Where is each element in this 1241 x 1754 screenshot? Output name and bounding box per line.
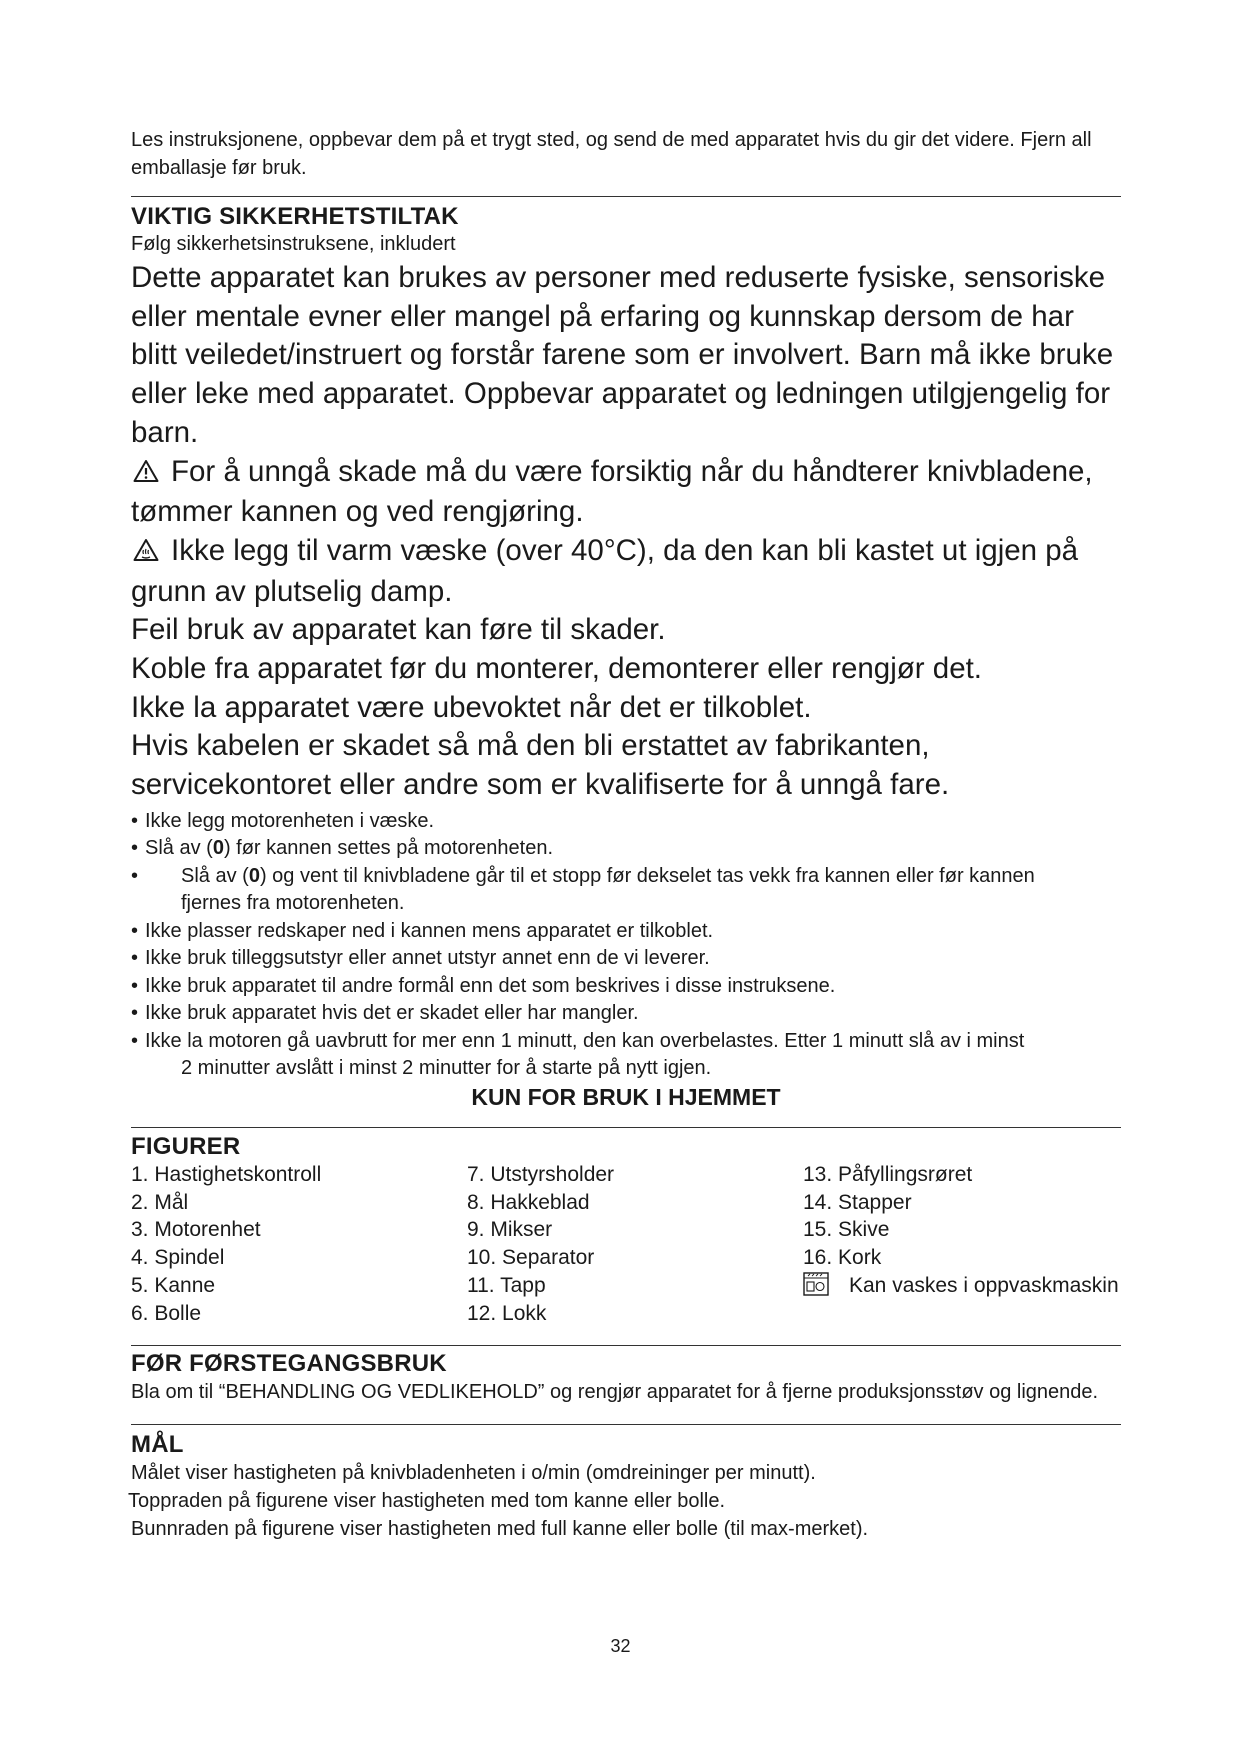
figure-item: 7. Utstyrsholder	[467, 1162, 615, 1186]
list-item: • Slå av (0) før kannen settes på motorenheten.	[131, 837, 554, 860]
list-item: • Ikke plasser redskaper ned i kannen mens apparatet er tilkoblet.	[131, 919, 714, 942]
warning-triangle-icon	[133, 455, 159, 494]
divider	[131, 1424, 1121, 1425]
safety-unattended: Ikke la apparatet være ubevoktet når det er tilkoblet.	[131, 690, 812, 724]
hot-liquid-warning-icon	[133, 534, 159, 573]
safety-cable: Hvis kabelen er skadet så må den bli erstattet av fabrikanten, servicekontoret eller andre som er kvalifiserte for å unngå fare.	[131, 729, 950, 802]
figure-item: 15. Skive	[803, 1218, 890, 1242]
first-use-text: Bla om til “BEHANDLING OG VEDLIKEHOLD” og rengjør apparatet for å fjerne produksjonsstøv og lignende.	[131, 1380, 1099, 1403]
first-use-heading: FØR FØRSTEGANGSBRUK	[131, 1349, 447, 1377]
dishwasher-icon	[803, 1272, 829, 1304]
figure-item: 8. Hakkeblad	[467, 1190, 590, 1214]
intro-text: Les instruksjonene, oppbevar dem på et trygt sted, og send de med apparatet hvis du gir det videre. Fjern all emballasje før bruk.	[131, 129, 1092, 179]
figures-column-2	[467, 1161, 614, 1328]
figure-item: 13. Påfyllingsrøret	[803, 1162, 973, 1186]
page-number: 32	[610, 1636, 631, 1656]
warning-hot-liquid	[131, 532, 1121, 611]
figure-item: 10. Separator	[467, 1246, 595, 1270]
figure-item: 16. Kork	[803, 1246, 882, 1270]
list-item: • Slå av (0) og vent til knivbladene går til et stopp før dekselet tas vekk fra kannen eller før kannen fjernes fra motorenheten.	[131, 864, 1035, 915]
safety-bullet-list	[131, 808, 1121, 1083]
figures-heading: FIGURER	[131, 1132, 241, 1160]
figure-item: 4. Spindel	[131, 1246, 225, 1270]
divider	[131, 196, 1121, 197]
safety-paragraph: Dette apparatet kan brukes av personer med reduserte fysiske, sensoriske eller mentale evner eller mangel på erfaring og kunnskap dersom de har blitt veiledet/instruert og forstår farene som er involvert. Barn må ikke bruke eller leke med apparatet. Oppbevar apparatet og ledningen utilgjengelig for barn.	[131, 261, 1114, 449]
gauge-heading: MÅL	[131, 1430, 184, 1458]
home-use-heading: KUN FOR BRUK I HJEMMET	[471, 1083, 781, 1110]
safety-subheading: Følg sikkerhetsinstruksene, inkludert	[131, 233, 456, 255]
safety-unplug: Koble fra apparatet før du monterer, demonterer eller rengjør det.	[131, 652, 983, 686]
warning-blades	[131, 453, 1121, 532]
figure-item: 14. Stapper	[803, 1190, 912, 1214]
safety-misuse: Feil bruk av apparatet kan føre til skader.	[131, 613, 666, 647]
warning-hot-liquid-text: Ikke legg til varm væske (over 40°C), da den kan bli kastet ut igjen på grunn av plutselig damp.	[131, 533, 1079, 608]
safety-heading: VIKTIG SIKKERHETSTILTAK	[131, 203, 459, 230]
list-item: • Ikke bruk apparatet til andre formål enn det som beskrives i disse instruksene.	[131, 974, 836, 997]
figure-item: 12. Lokk	[467, 1301, 547, 1325]
figure-item: 5. Kanne	[131, 1274, 216, 1298]
figures-list	[131, 1161, 1121, 1331]
gauge-line-1: Målet viser hastigheten på knivbladenheten i o/min (omdreininger per minutt).	[131, 1461, 816, 1484]
list-item: • Ikke bruk tilleggsutstyr eller annet utstyr annet enn de vi leverer.	[131, 947, 710, 970]
figure-item: 9. Mikser	[467, 1218, 553, 1242]
figure-item: 6. Bolle	[131, 1301, 202, 1325]
figure-item: 2. Mål	[131, 1190, 189, 1214]
dishwasher-note: Kan vaskes i oppvaskmaskin	[803, 1272, 1119, 1304]
gauge-line-2: Toppraden på figurene viser hastigheten med tom kanne eller bolle.	[128, 1489, 726, 1512]
list-item: • Ikke bruk apparatet hvis det er skadet eller har mangler.	[131, 1002, 639, 1025]
divider	[131, 1345, 1121, 1346]
figure-item: 11. Tapp	[467, 1274, 546, 1298]
divider	[131, 1127, 1121, 1128]
warning-blades-text: For å unngå skade må du være forsiktig når du håndterer knivbladene, tømmer kannen og ved rengjøring.	[131, 454, 1093, 529]
figure-item: 1. Hastighetskontroll	[131, 1162, 322, 1186]
gauge-line-3: Bunnraden på figurene viser hastigheten med full kanne eller bolle (til max-merket).	[131, 1517, 869, 1540]
figures-column-1	[131, 1161, 321, 1328]
list-item: • Ikke la motoren gå uavbrutt for mer enn 1 minutt, den kan overbelastes. Etter 1 minutt slå av i minst 2 minutter avslått i minst 2 minutter for å starte på nytt igjen.	[131, 1029, 1025, 1080]
manual-page	[128, 126, 1121, 1543]
figure-item: 3. Motorenhet	[131, 1218, 261, 1242]
list-item: • Ikke legg motorenheten i væske.	[131, 809, 435, 832]
figures-column-3	[803, 1161, 1119, 1304]
